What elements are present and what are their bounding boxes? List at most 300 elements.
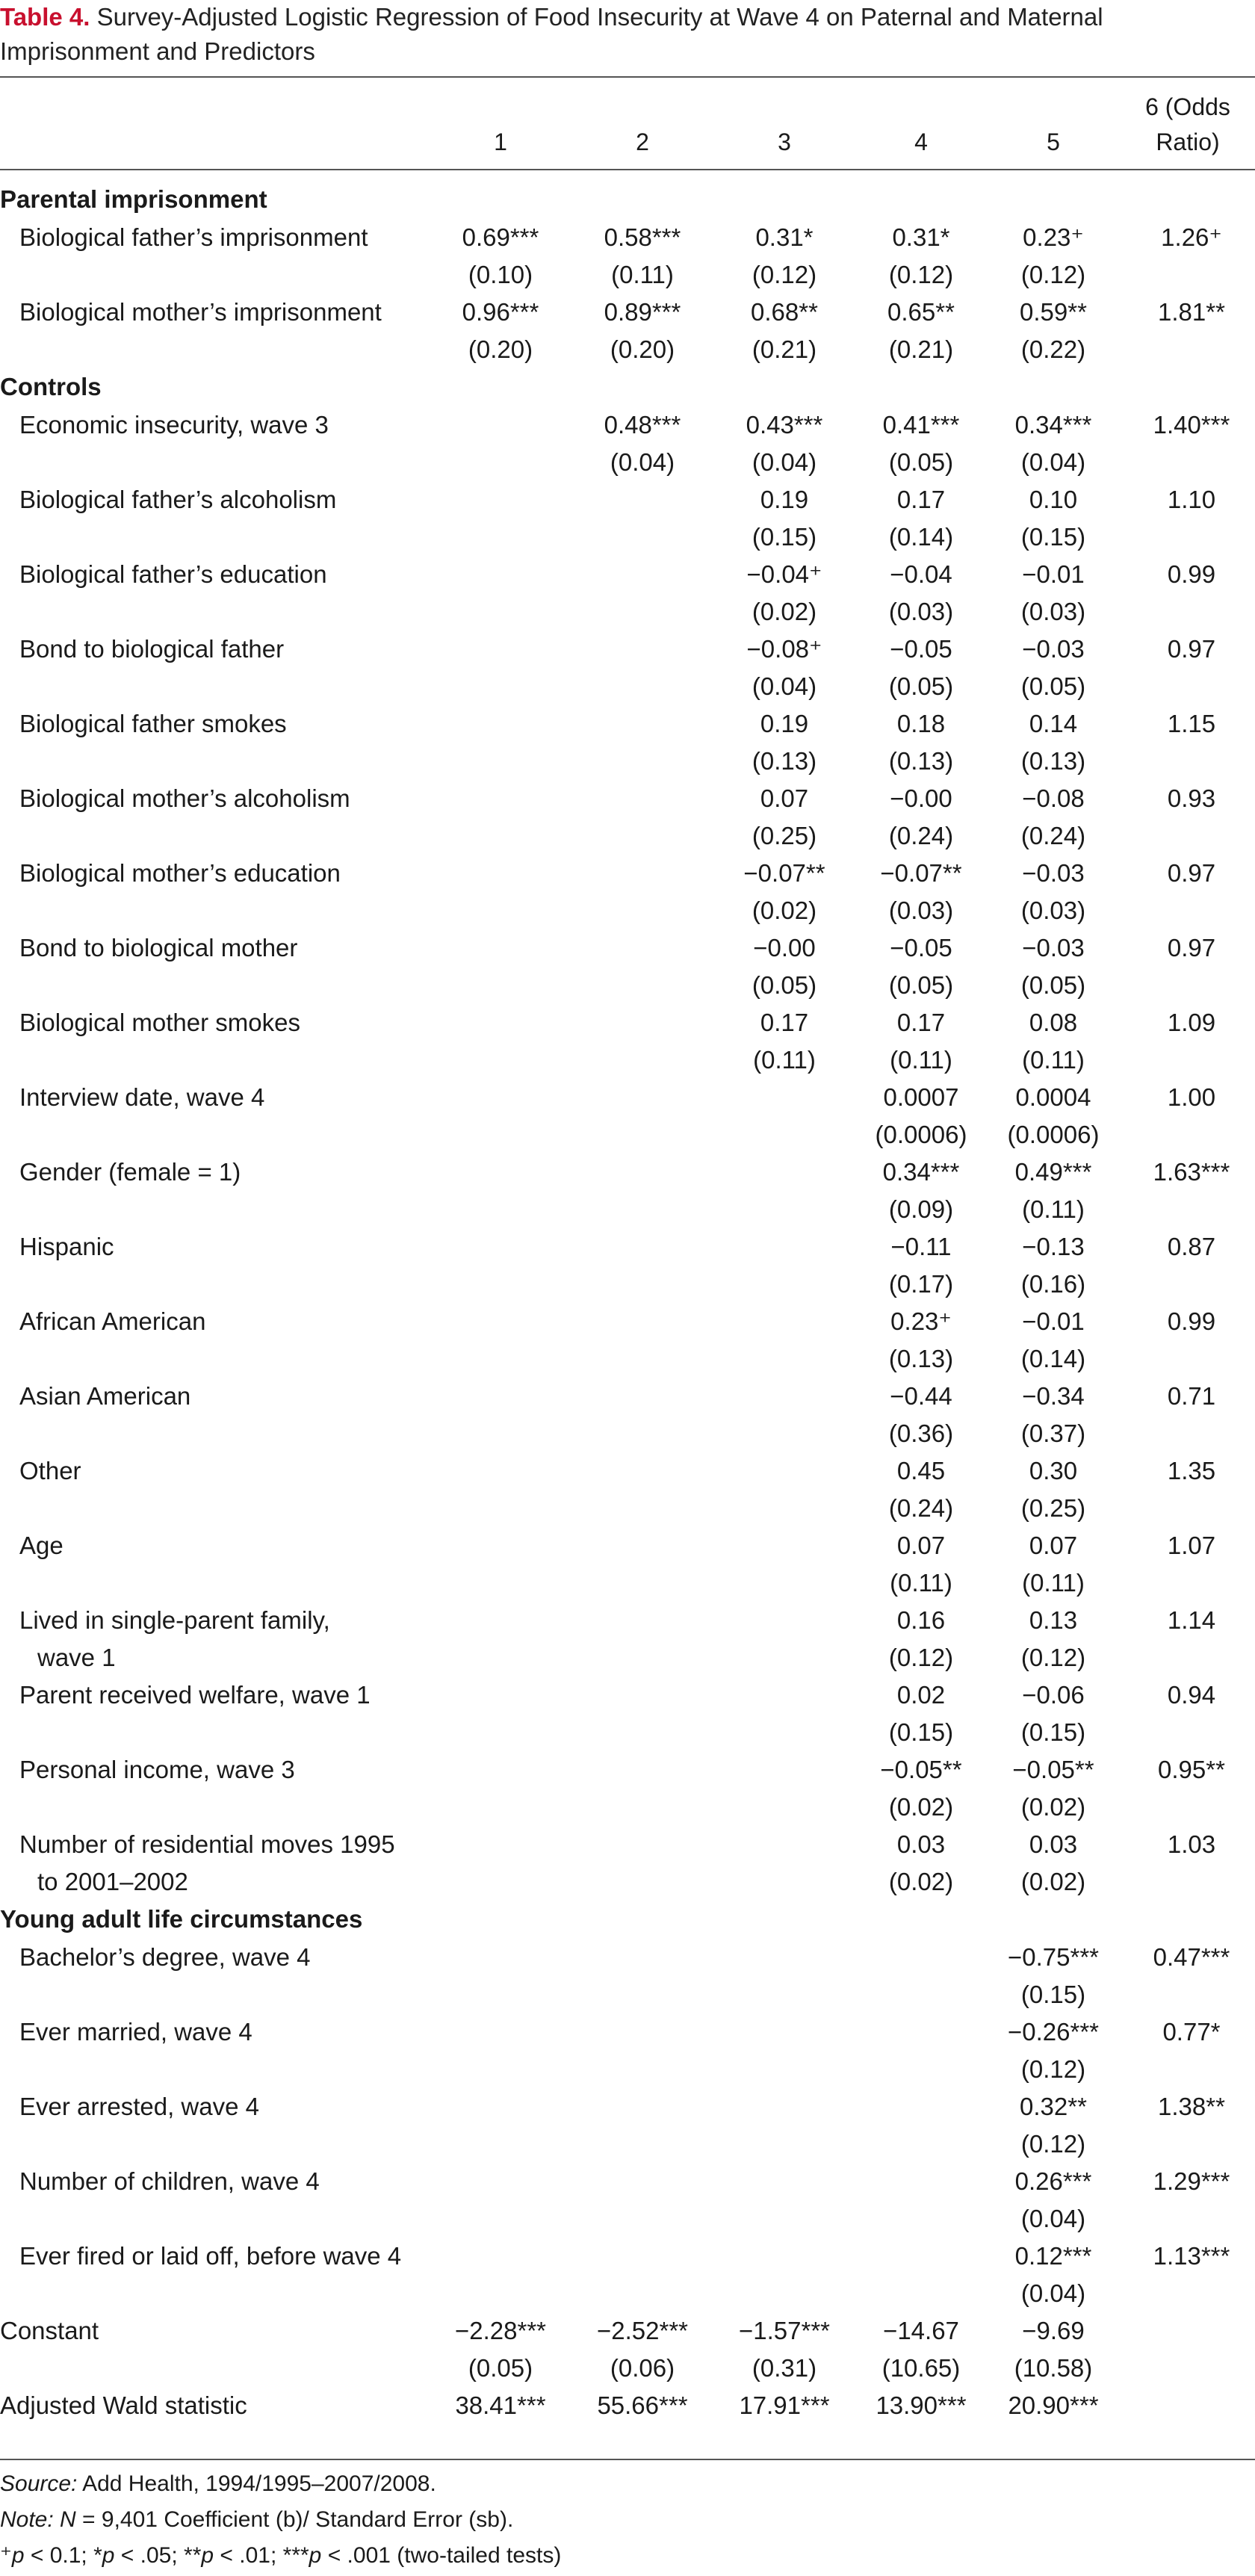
coefficient-cell [982,1452,1124,1527]
row-label [19,1079,453,1116]
coefficient-cell [430,705,571,780]
coefficient-value [713,1378,855,1415]
table-row [0,1154,1255,1228]
standard-error-value [1121,743,1255,780]
coefficient-value: −0.34 [1022,1382,1085,1410]
standard-error-value: (0.03) [1020,598,1086,625]
col-header-3: 3 [778,129,791,155]
standard-error-value [571,1639,713,1676]
standard-error-value [850,2125,992,2163]
coefficient-cell [713,1602,855,1676]
standard-error-value [430,2051,571,2088]
coefficient-value: −0.01 [1022,560,1085,588]
top-rule [0,76,1255,78]
standard-error-value [430,1041,571,1079]
standard-error-value: (10.65) [881,2354,961,2382]
odds-ratio-cell [1121,1826,1255,1901]
coefficient-value: 0.68** [751,298,818,326]
coefficient-cell [430,556,571,631]
coefficient-cell [430,631,571,705]
coefficient-value: 0.14 [1029,710,1078,737]
standard-error-value: (0.05) [1020,971,1086,999]
coefficient-value [713,1751,855,1789]
row-label-text: Biological mother’s alcoholism [19,784,350,812]
standard-error-value [571,2424,713,2462]
coefficient-value [430,1751,571,1789]
coefficient-cell [982,2312,1124,2387]
coefficient-value: 1.07 [1167,1532,1216,1559]
row-label-text: Adjusted Wald statistic [0,2391,247,2419]
standard-error-value: (0.05) [1020,672,1086,700]
coefficient-value: 0.96*** [462,298,539,326]
coefficient-value: 0.17 [760,1009,809,1036]
coefficient-cell [850,2387,992,2462]
standard-error-value: (0.17) [888,1270,954,1298]
coefficient-value [430,1527,571,1564]
coefficient-value [430,1826,571,1863]
standard-error-value [713,1976,855,2013]
standard-error-value: (0.03) [888,897,954,924]
standard-error-value [571,1564,713,1602]
row-label-text: Ever fired or laid off, before wave 4 [19,2242,402,2270]
coefficient-cell [713,1378,855,1452]
coefficient-value [571,1751,713,1789]
coefficient-value [571,2238,713,2275]
standard-error-value: (0.12) [1020,2130,1086,2158]
row-label-text: Constant [0,2317,99,2344]
standard-error-value: (0.36) [888,1419,954,1447]
summary-row [0,2387,1255,2462]
coefficient-value: −0.04 [890,560,952,588]
table-row [0,406,1255,481]
coefficient-cell [713,2088,855,2163]
coefficient-value: 1.15 [1167,710,1216,737]
coefficient-value: 0.30 [1029,1457,1078,1484]
coefficient-cell [982,406,1124,481]
row-label [19,1004,453,1041]
coefficient-value: 1.35 [1167,1457,1216,1484]
source-text: Add Health, 1994/1995–2007/2008. [77,2471,436,2496]
summary-row [0,2312,1255,2387]
coefficient-cell [713,2312,855,2387]
coefficient-value: 0.31* [755,223,814,251]
table-row [0,1303,1255,1378]
coefficient-cell [571,406,713,481]
coefficient-cell [850,1079,992,1154]
standard-error-value: (0.22) [1020,335,1086,363]
standard-error-value: (0.12) [752,261,817,288]
standard-error-value [713,2275,855,2312]
coefficient-value [430,556,571,593]
coefficient-cell [982,929,1124,1004]
standard-error-value [1121,1266,1255,1303]
coefficient-value [713,1154,855,1191]
coefficient-value: 0.69*** [462,223,539,251]
standard-error-value: (0.16) [1020,1270,1086,1298]
table-title: Survey-Adjusted Logistic Regression of Food Insecurity at Wave 4 on Paternal and Maternal Imprisonment and Predictors [0,3,1103,65]
standard-error-value [982,2424,1124,2462]
standard-error-value: (0.11) [890,1569,952,1597]
table-row [0,1751,1255,1826]
section-label [0,368,433,406]
standard-error-value [430,2424,571,2462]
odds-ratio-cell [1121,855,1255,929]
coefficient-cell [430,481,571,556]
coefficient-cell [850,2163,992,2238]
coefficient-value [430,1939,571,1976]
coefficient-value [850,2163,992,2200]
coefficient-cell [430,1676,571,1751]
standard-error-value [571,1191,713,1228]
row-label-text: Biological father’s education [19,560,327,588]
coefficient-value: 0.77* [1162,2018,1221,2046]
standard-error-value: (0.15) [888,1718,954,1746]
row-label [19,855,453,892]
standard-error-value [571,2125,713,2163]
coefficient-cell [571,2163,713,2238]
coefficient-value [430,780,571,817]
coefficient-value [571,1676,713,1714]
coefficient-cell [982,2387,1124,2462]
coefficient-value [430,2163,571,2200]
row-label-text: Asian American [19,1382,191,1410]
coefficient-cell [430,1751,571,1826]
standard-error-value [430,1564,571,1602]
coefficient-value: 1.29*** [1153,2167,1230,2195]
standard-error-value [1121,1041,1255,1079]
odds-ratio-cell [1121,2312,1255,2387]
row-label-text: Number of residential moves 1995 [19,1830,395,1858]
coefficient-cell [982,631,1124,705]
coefficient-value: 0.58*** [604,223,681,251]
coefficient-cell [713,2387,855,2462]
odds-ratio-cell [1121,1154,1255,1228]
table-row [0,1939,1255,2013]
coefficient-cell [982,1826,1124,1901]
standard-error-value: (0.15) [1020,523,1086,551]
standard-error-value [1121,2125,1255,2163]
coefficient-value: 0.17 [896,486,946,513]
odds-ratio-cell [1121,705,1255,780]
coefficient-value: 55.66*** [597,2391,688,2419]
table-row [0,1527,1255,1602]
sig-t3: < .01; *** [214,2543,309,2568]
coefficient-value: −0.44 [890,1382,952,1410]
coefficient-cell [571,294,713,368]
coefficient-value: 0.12*** [1014,2242,1092,2270]
coefficient-value: 1.13*** [1153,2242,1230,2270]
coefficient-value [430,1452,571,1490]
row-label [19,1303,453,1340]
coefficient-value: 0.41*** [882,411,960,439]
coefficient-cell [571,1228,713,1303]
coefficient-value: 13.90*** [876,2391,967,2419]
coefficient-value: −0.05** [1012,1756,1094,1783]
standard-error-value: (0.24) [888,822,954,849]
coefficient-value: 0.59** [1020,298,1087,326]
coefficient-value [571,481,713,518]
coefficient-value [430,1602,571,1639]
coefficient-cell [430,1004,571,1079]
coefficient-cell [982,1228,1124,1303]
coefficient-value: −9.69 [1022,2317,1085,2344]
coefficient-cell [850,2088,992,2163]
col-header-6-line1: 6 (Odds [1145,93,1230,120]
standard-error-value [1121,2275,1255,2312]
odds-ratio-cell [1121,2387,1255,2462]
table-number: Table 4. [0,3,90,31]
coefficient-value: 0.0007 [883,1083,959,1111]
coefficient-cell [571,2088,713,2163]
row-label [19,631,453,668]
coefficient-cell [430,1826,571,1901]
standard-error-value [571,1041,713,1079]
coefficient-cell [850,1452,992,1527]
standard-error-value: (0.05) [888,971,954,999]
row-label-text: Other [19,1457,81,1484]
note-label: Note: [0,2507,54,2532]
row-label [19,1751,453,1789]
coefficient-cell [850,2312,992,2387]
coefficient-value [713,1228,855,1266]
standard-error-value [1121,1564,1255,1602]
coefficient-value: 0.03 [896,1830,946,1858]
odds-ratio-cell [1121,1004,1255,1079]
standard-error-value [1121,1490,1255,1527]
coefficient-value: −0.05 [890,635,952,663]
standard-error-value: (0.12) [1020,261,1086,288]
standard-error-value [571,668,713,705]
coefficient-value: 1.09 [1167,1009,1216,1036]
standard-error-value [571,817,713,855]
coefficient-value: 0.0004 [1015,1083,1091,1111]
coefficient-cell [430,2387,571,2462]
coefficient-cell [982,294,1124,368]
standard-error-value: (0.12) [888,261,954,288]
coefficient-value: −0.07** [743,859,825,887]
coefficient-cell [571,780,713,855]
standard-error-value [430,1863,571,1901]
table-caption [0,0,1248,69]
coefficient-value: 0.26*** [1014,2167,1092,2195]
coefficient-cell [571,556,713,631]
odds-ratio-cell [1121,2013,1255,2088]
standard-error-value [430,1639,571,1676]
coefficient-value [430,481,571,518]
standard-error-value: (0.09) [888,1195,954,1223]
standard-error-value [430,1490,571,1527]
standard-error-value: (0.37) [1020,1419,1086,1447]
standard-error-value [571,1863,713,1901]
odds-ratio-cell [1121,2163,1255,2238]
row-label [19,705,453,743]
coefficient-cell [571,631,713,705]
standard-error-value [1121,1976,1255,2013]
odds-ratio-cell [1121,294,1255,368]
coefficient-cell [571,1303,713,1378]
odds-ratio-cell [1121,406,1255,481]
standard-error-value [430,743,571,780]
coefficient-cell [982,2163,1124,2238]
standard-error-value [713,2051,855,2088]
standard-error-value: (10.58) [1014,2354,1093,2382]
coefficient-value [571,556,713,593]
row-label [19,1527,453,1564]
coefficient-value [571,2163,713,2200]
coefficient-cell [850,1378,992,1452]
row-label [19,1228,453,1266]
standard-error-value [850,2275,992,2312]
coefficient-value: 20.90*** [1008,2391,1099,2419]
coefficient-value [430,1676,571,1714]
table-row [0,1004,1255,1079]
coefficient-value: −0.75*** [1007,1943,1100,1971]
sig-t4: < .001 (two-tailed tests) [321,2543,562,2568]
standard-error-value: (0.03) [1020,897,1086,924]
standard-error-value [713,1415,855,1452]
row-label-text: Biological father smokes [19,710,287,737]
standard-error-value [571,2051,713,2088]
coefficient-cell [713,705,855,780]
coefficient-cell [850,1004,992,1079]
coefficient-value [713,1602,855,1639]
note-text: = 9,401 Coefficient (b)/ Standard Error (sb). [75,2507,514,2532]
row-label-text: Age [19,1532,63,1559]
standard-error-value [430,967,571,1004]
coefficient-value: 0.16 [896,1606,946,1634]
standard-error-value: (0.11) [890,1046,952,1074]
coefficient-cell [982,1378,1124,1452]
sig-p3: p [201,2543,214,2568]
coefficient-cell [430,1154,571,1228]
coefficient-cell [571,2238,713,2312]
standard-error-value [571,2275,713,2312]
coefficient-value [571,1602,713,1639]
coefficient-cell [430,1939,571,2013]
coefficient-cell [713,1228,855,1303]
coefficient-value [850,1939,992,1976]
coefficient-value [571,1452,713,1490]
coefficient-cell [850,1751,992,1826]
standard-error-value [1121,256,1255,294]
coefficient-value: 0.49*** [1014,1158,1092,1186]
coefficient-value [430,1303,571,1340]
standard-error-value [713,1863,855,1901]
odds-ratio-cell [1121,1602,1255,1676]
coefficient-cell [713,2163,855,2238]
odds-ratio-cell [1121,1527,1255,1602]
row-label [19,2088,453,2125]
standard-error-value: (0.0006) [1007,1121,1100,1148]
standard-error-value: (0.06) [610,2354,675,2382]
standard-error-value: (0.02) [888,1868,954,1895]
coefficient-cell [850,406,992,481]
odds-ratio-cell [1121,631,1255,705]
coefficient-value [430,1228,571,1266]
coefficient-cell [982,1079,1124,1154]
table-row [0,929,1255,1004]
coefficient-value: 1.63*** [1153,1158,1230,1186]
odds-ratio-cell [1121,1378,1255,1452]
coefficient-cell [713,1154,855,1228]
coefficient-value: −2.28*** [454,2317,547,2344]
standard-error-value [713,1639,855,1676]
table-row [0,1452,1255,1527]
standard-error-value [430,1976,571,2013]
odds-ratio-cell [1121,481,1255,556]
standard-error-value [430,2200,571,2238]
coefficient-value: 0.18 [896,710,946,737]
standard-error-value: (0.04) [1020,448,1086,476]
coefficient-cell [571,1826,713,1901]
row-label-text: Economic insecurity, wave 3 [19,411,329,439]
coefficient-value: −0.03 [1022,635,1085,663]
coefficient-value: 0.45 [896,1457,946,1484]
odds-ratio-cell [1121,1228,1255,1303]
coefficient-value: 1.40*** [1153,411,1230,439]
standard-error-value [1121,1789,1255,1826]
standard-error-value [850,2051,992,2088]
coefficient-cell [713,2013,855,2088]
odds-ratio-cell [1121,1751,1255,1826]
table-row [0,780,1255,855]
coefficient-cell [850,929,992,1004]
odds-ratio-cell [1121,1452,1255,1527]
coefficient-value: 1.81** [1158,298,1225,326]
coefficient-value [713,2163,855,2200]
standard-error-value [430,1340,571,1378]
coefficient-cell [571,1939,713,2013]
source-label: Source: [0,2471,78,2496]
standard-error-value [1121,1714,1255,1751]
coefficient-value [713,1303,855,1340]
row-label-text: Biological mother smokes [19,1009,300,1036]
col-header-6-line2: Ratio) [1156,129,1220,155]
coefficient-value [713,2238,855,2275]
coefficient-value [713,1826,855,1863]
coefficient-value: 0.99 [1167,1307,1216,1335]
standard-error-value [1121,817,1255,855]
coefficient-value: −0.05 [890,934,952,962]
standard-error-value [713,2200,855,2238]
table-row [0,1228,1255,1303]
standard-error-value [1121,1639,1255,1676]
coefficient-value [571,1154,713,1191]
coefficient-value: 0.34*** [882,1158,960,1186]
standard-error-value: (0.02) [1020,1793,1086,1821]
row-label [0,2312,433,2350]
standard-error-value: (0.31) [752,2354,817,2382]
coefficient-cell [713,631,855,705]
coefficient-cell [982,1602,1124,1676]
row-label [19,481,453,518]
coefficient-cell [430,1452,571,1527]
row-label-text: Biological mother’s education [19,859,341,887]
coefficient-value [850,2013,992,2051]
coefficient-cell [850,294,992,368]
coefficient-value [713,1527,855,1564]
coefficient-value: 0.94 [1167,1681,1216,1709]
standard-error-value: (0.24) [888,1494,954,1522]
coefficient-value: 0.23⁺ [890,1307,952,1335]
standard-error-value: (0.15) [1020,1718,1086,1746]
row-label [19,2163,453,2200]
coefficient-cell [850,780,992,855]
source-note [0,2467,1248,2501]
row-label [19,780,453,817]
coefficient-value [571,2013,713,2051]
coefficient-cell [713,1452,855,1527]
